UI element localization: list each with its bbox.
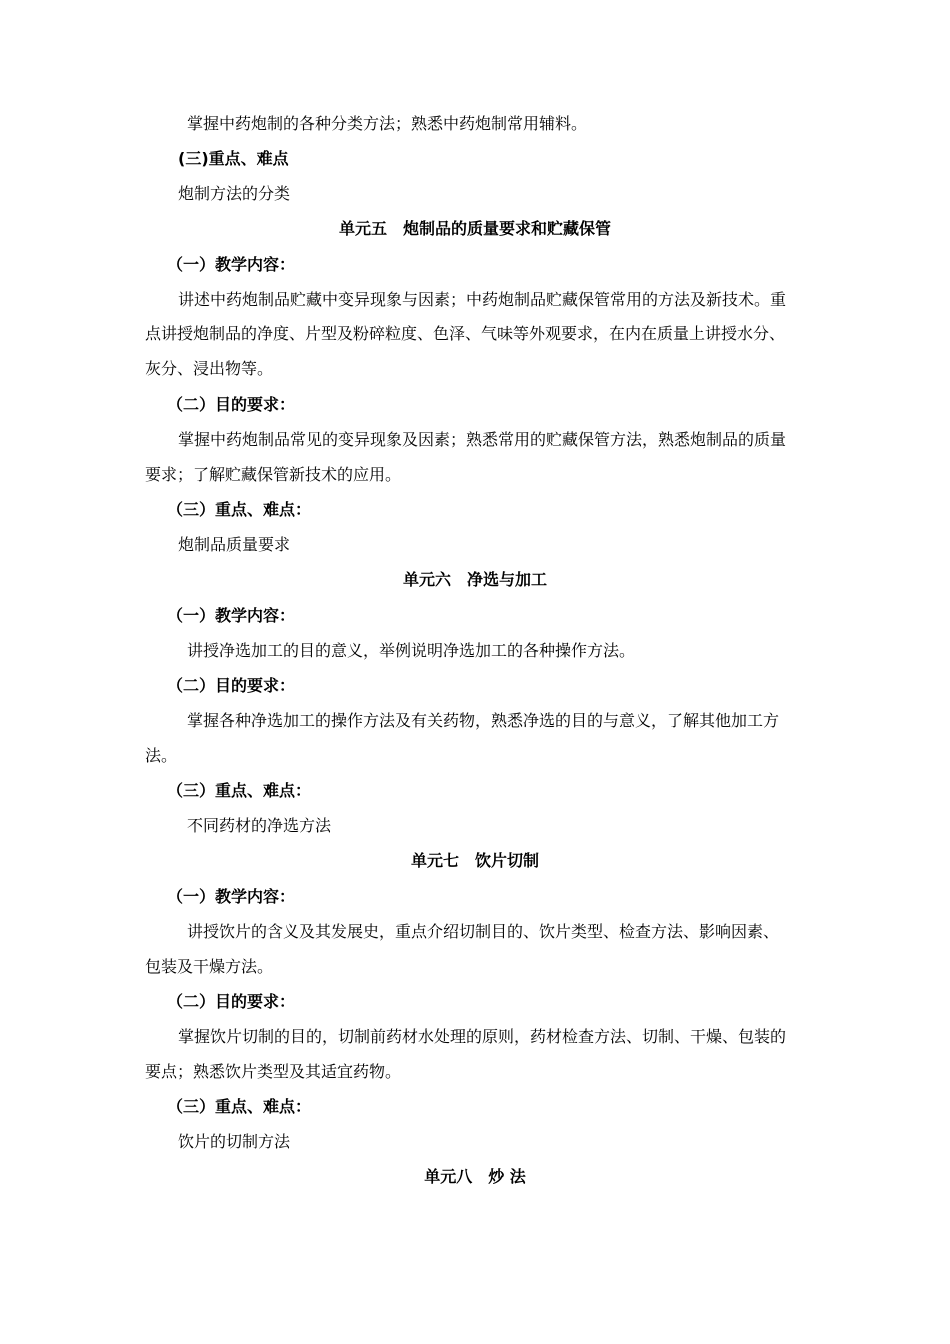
unit7-key-text: 饮片的切制方法 — [178, 1132, 291, 1151]
unit5-content-line-3: 灰分、浸出物等。 — [145, 359, 274, 378]
unit6-requirement-heading: （二）目的要求： — [167, 676, 296, 695]
unit5-key-text: 炮制品质量要求 — [178, 535, 291, 554]
unit6-requirement-line-2: 法。 — [145, 746, 178, 765]
unit7-content-heading: （一）教学内容： — [167, 887, 296, 906]
unit6-key-heading: （三）重点、难点： — [167, 781, 312, 800]
unit4-key-heading: (三)重点、难点 — [178, 149, 289, 168]
unit5-title: 单元五 炮制品的质量要求和贮藏保管 — [338, 219, 611, 238]
unit5-content-heading: （一）教学内容： — [167, 255, 296, 274]
unit7-requirement-heading: （二）目的要求： — [167, 992, 296, 1011]
unit4-key-text: 炮制方法的分类 — [178, 184, 291, 203]
unit6-content-text: 讲授净选加工的目的意义，举例说明净选加工的各种操作方法。 — [187, 641, 636, 660]
unit4-requirement-text: 掌握中药炮制的各种分类方法；熟悉中药炮制常用辅料。 — [187, 114, 588, 133]
unit7-requirement-line-1: 掌握饮片切制的目的，切制前药材水处理的原则，药材检查方法、切制、干燥、包装的 — [178, 1027, 787, 1046]
unit7-requirement-line-2: 要点；熟悉饮片类型及其适宜药物。 — [145, 1062, 402, 1081]
unit7-content-line-2: 包装及干燥方法。 — [145, 957, 274, 976]
unit6-content-heading: （一）教学内容： — [167, 606, 296, 625]
unit5-requirement-line-1: 掌握中药炮制品常见的变异现象及因素；熟悉常用的贮藏保管方法，熟悉炮制品的质量 — [178, 430, 787, 449]
unit5-requirement-line-2: 要求；了解贮藏保管新技术的应用。 — [145, 465, 402, 484]
unit5-key-heading: （三）重点、难点： — [167, 500, 312, 519]
unit7-key-heading: （三）重点、难点： — [167, 1097, 312, 1116]
unit6-key-text: 不同药材的净选方法 — [187, 816, 332, 835]
unit6-title: 单元六 净选与加工 — [402, 570, 547, 589]
unit8-title: 单元八 炒 法 — [424, 1167, 526, 1186]
unit5-content-line-1: 讲述中药炮制品贮藏中变异现象与因素；中药炮制品贮藏保管常用的方法及新技术。重 — [178, 290, 787, 309]
unit7-content-line-1: 讲授饮片的含义及其发展史，重点介绍切制目的、饮片类型、检查方法、影响因素、 — [187, 922, 780, 941]
unit7-title: 单元七 饮片切制 — [410, 851, 539, 870]
unit5-content-line-2: 点讲授炮制品的净度、片型及粉碎粒度、色泽、气味等外观要求，在内在质量上讲授水分、 — [145, 324, 786, 343]
unit5-requirement-heading: （二）目的要求： — [167, 395, 296, 414]
unit6-requirement-line-1: 掌握各种净选加工的操作方法及有关药物，熟悉净选的目的与意义，了解其他加工方 — [187, 711, 780, 730]
